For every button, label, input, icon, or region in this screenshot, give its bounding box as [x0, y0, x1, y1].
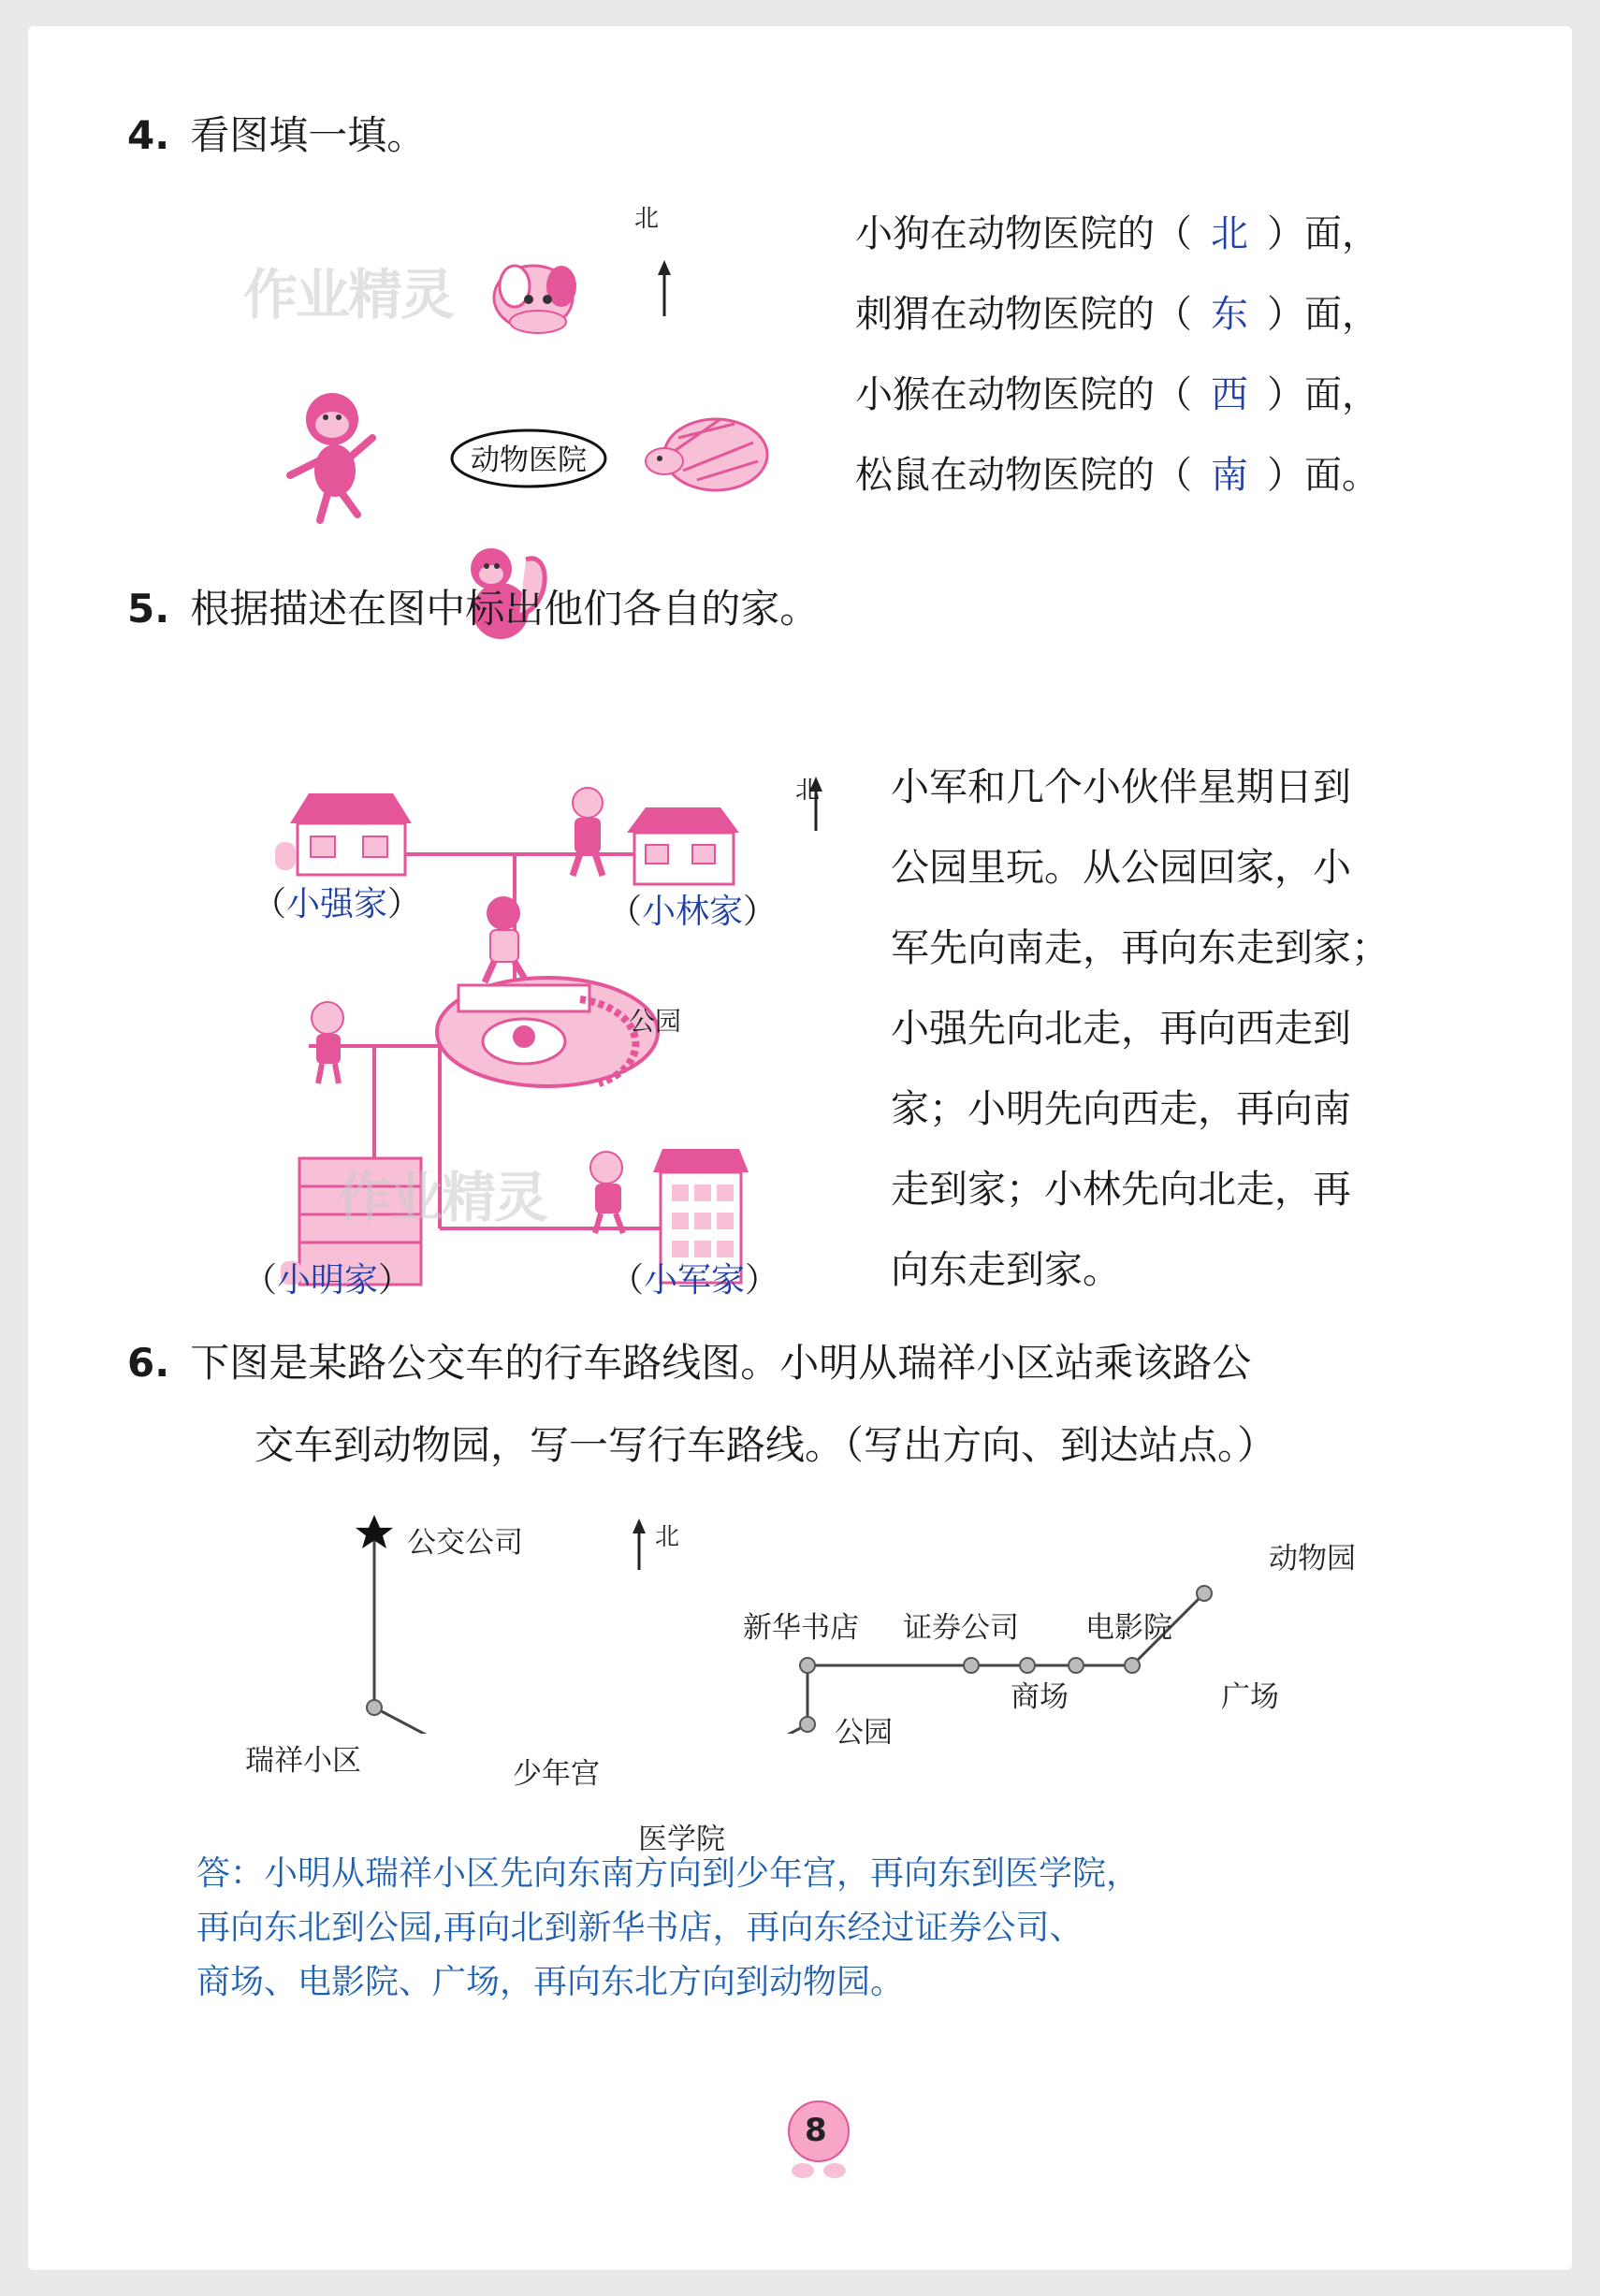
q5-paragraph-line: 军先向南走，再向东走到家；	[891, 925, 1389, 970]
q6-north-arrow-head	[633, 1519, 646, 1533]
q6-heading	[127, 1332, 1251, 1388]
station-label-dianying: 电影院	[1085, 1611, 1172, 1645]
park-label: 公园	[629, 1006, 682, 1037]
station-dot-shangchang	[1020, 1658, 1035, 1673]
q5-paragraph-line: 小军和几个小伙伴星期日到	[891, 764, 1351, 809]
q4-line-4-end: ）面。	[1267, 454, 1379, 497]
paren-close: ）	[745, 1261, 779, 1300]
paren-close: ）	[743, 893, 778, 931]
q4-answer-2[interactable]: 东	[1211, 293, 1248, 336]
q4-answer-4[interactable]: 南	[1211, 454, 1248, 497]
monkey-icon	[290, 393, 372, 520]
q4-line-2-text: 刺猬在动物医院的（	[855, 293, 1192, 336]
paren-open: （	[253, 885, 287, 923]
q4-line-1-text: 小狗在动物医院的（	[855, 212, 1192, 255]
paren-open: （	[608, 893, 643, 931]
q4-line-3-end: ）面，	[1267, 373, 1379, 416]
station-label-guangchang: 广场	[1221, 1680, 1279, 1714]
q5-map	[253, 756, 851, 1317]
house-lin-icon	[627, 807, 739, 884]
hedgehog-icon	[646, 419, 767, 490]
boy-left-icon	[312, 1002, 343, 1083]
q4-line-1	[855, 204, 1379, 257]
station-label-shaonian: 少年宫	[513, 1757, 600, 1791]
q4-line-2-end: ）面，	[1267, 293, 1379, 336]
home-label-lin	[608, 885, 777, 933]
q4-answer-3[interactable]: 西	[1211, 373, 1248, 416]
q4-north-label: 北	[634, 205, 660, 233]
home-label-jun	[610, 1254, 778, 1301]
north-arrow-head	[658, 260, 671, 275]
station-dot-dianying	[1069, 1658, 1084, 1673]
q5-paragraph-line: 公园里玩。从公园回家，小	[891, 845, 1351, 890]
home-lin-answer[interactable]: 小林家	[642, 893, 744, 931]
q4-number: 4.	[127, 112, 170, 158]
q5-north-label: 北	[795, 777, 821, 805]
q5-paragraph-line: 向东走到家。	[891, 1247, 1121, 1292]
paren-close: ）	[387, 885, 422, 923]
station-dot-zhengquan	[964, 1658, 979, 1673]
q6-answer-line: 商场、电影院、广场，再向东北方向到动物园。	[196, 1963, 905, 2001]
hospital-label: 动物医院	[471, 443, 587, 477]
q5-title: 根据描述在图中标出他们各自的家。	[190, 586, 820, 632]
home-label-qiang	[253, 878, 421, 925]
q4-heading	[127, 105, 426, 161]
q4-line-2	[855, 284, 1379, 338]
station-dot-guangchang	[1125, 1658, 1140, 1673]
q5-description	[891, 747, 1389, 1310]
station-label-yixue: 医学院	[638, 1823, 725, 1856]
boy-bottom-icon	[590, 1152, 623, 1233]
q6-north-label: 北	[655, 1523, 680, 1551]
home-label-ming	[243, 1254, 412, 1301]
paren-open: （	[610, 1261, 645, 1300]
page-number: 8	[805, 2112, 827, 2149]
home-ming-answer[interactable]: 小明家	[277, 1261, 379, 1300]
q6-answer	[196, 1847, 1140, 2010]
q5-paragraph-line: 走到家；小林先向北走，再	[891, 1167, 1351, 1212]
station-dot-ruixiang	[367, 1700, 382, 1715]
q5-number: 5.	[127, 586, 170, 632]
q4-answer-1[interactable]: 北	[1211, 212, 1248, 255]
q5-paragraph-line: 家；小明先向西走，再向南	[891, 1086, 1351, 1131]
q6-route-map	[243, 1500, 1226, 1734]
station-label-dongwuyuan: 动物园	[1269, 1542, 1356, 1576]
station-label-xinhua: 新华书店	[743, 1611, 859, 1645]
boy-running-icon	[485, 896, 526, 982]
station-label-company: 公交公司	[407, 1526, 523, 1560]
park-icon	[437, 978, 658, 1086]
station-label-shangchang: 商场	[1011, 1680, 1069, 1714]
station-dot-xinhua	[800, 1658, 815, 1673]
q4-line-3-text: 小猴在动物医院的（	[855, 373, 1192, 416]
q4-line-4	[855, 445, 1379, 499]
workbook-page	[28, 26, 1572, 2270]
home-jun-answer[interactable]: 小军家	[644, 1261, 746, 1300]
station-label-gongyuan: 公园	[835, 1716, 893, 1750]
paren-open: （	[243, 1261, 278, 1300]
dog-icon	[494, 266, 576, 333]
q6-answer-line: 再向东北到公园,再向北到新华书店，再向东经过证券公司、	[196, 1909, 1084, 1947]
station-label-zhengquan: 证券公司	[903, 1611, 1019, 1645]
boy-walking-icon	[573, 788, 603, 876]
q6-title-line-2: 交车到动物园，写一写行车路线。（写出方向、到达站点。）	[255, 1422, 1277, 1468]
paren-close: ）	[378, 1261, 413, 1300]
q6-title-line-1: 下图是某路公交车的行车路线图。小明从瑞祥小区站乘该路公	[190, 1340, 1252, 1386]
station-label-ruixiang: 瑞祥小区	[245, 1744, 361, 1778]
watermark-text-2: 作业精灵	[337, 1166, 547, 1229]
q6-number: 6.	[127, 1340, 170, 1386]
q4-line-1-end: ）面，	[1267, 212, 1379, 255]
q4-line-4-text: 松鼠在动物医院的（	[855, 454, 1192, 497]
watermark-text: 作业精灵	[243, 263, 454, 327]
q4-line-3	[855, 365, 1379, 418]
q5-paragraph-line: 小强先向北走，再向西走到	[891, 1006, 1351, 1051]
station-dot-gongyuan	[800, 1717, 815, 1732]
station-dot-dongwuyuan	[1197, 1586, 1212, 1601]
q6-answer-line: 答：小明从瑞祥小区先向东南方向到少年宫，再向东到医学院，	[196, 1854, 1141, 1893]
house-qiang-icon	[275, 793, 412, 875]
q4-title: 看图填一填。	[190, 112, 427, 158]
home-qiang-answer[interactable]: 小强家	[286, 885, 388, 923]
q5-heading	[127, 578, 819, 634]
